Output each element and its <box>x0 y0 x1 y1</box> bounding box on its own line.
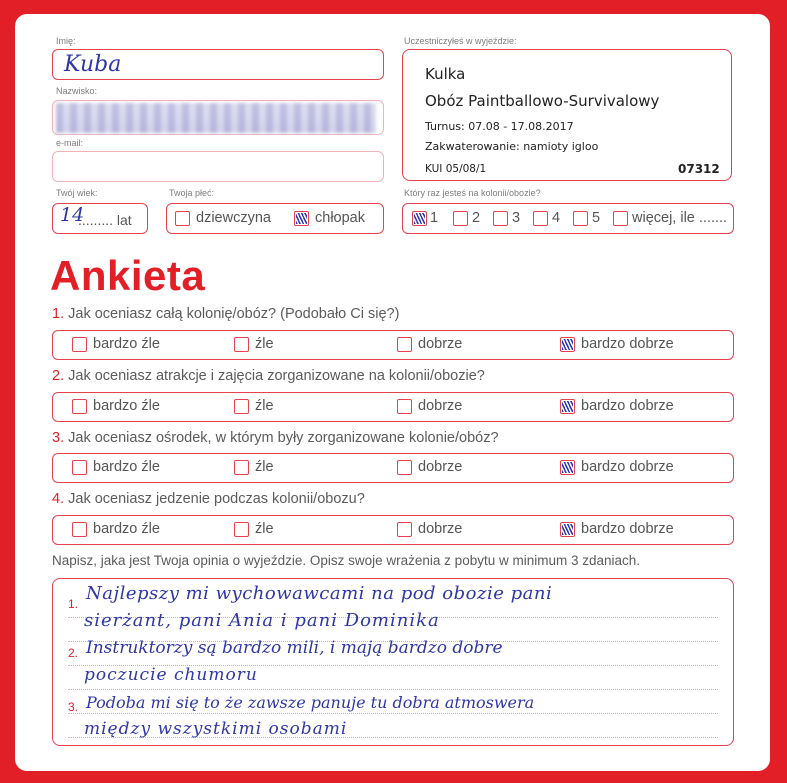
gender-option-boy[interactable] <box>294 210 365 226</box>
q4-option-very-bad[interactable] <box>72 521 160 537</box>
q3-very-good-label: bardzo dobrze <box>581 459 674 475</box>
q2-very-bad-checkbox[interactable] <box>72 399 87 414</box>
times-option-2[interactable] <box>453 210 480 226</box>
q1-bad-label: źle <box>255 336 274 352</box>
q3-very-bad-checkbox[interactable] <box>72 460 87 475</box>
q3-option-good[interactable] <box>397 459 462 475</box>
question-2 <box>52 368 485 384</box>
camp-program: Obóz Paintballowo-Survivalowy <box>425 92 660 110</box>
q2-very-good-checkbox[interactable] <box>560 399 575 414</box>
question-3-text: Jak oceniasz ośrodek, w którym były zorganizowane kolonie/obóz? <box>68 430 499 446</box>
line-number-1: 1. <box>68 597 79 611</box>
gender-girl-checkbox[interactable] <box>175 211 190 226</box>
q1-good-checkbox[interactable] <box>397 337 412 352</box>
survey-title: Ankieta <box>50 252 206 299</box>
times-2-checkbox[interactable] <box>453 211 468 226</box>
age-unit: ......... lat <box>78 212 132 228</box>
question-1 <box>52 306 399 322</box>
q2-bad-label: źle <box>255 398 274 414</box>
times-option-3[interactable] <box>493 210 520 226</box>
q1-option-good[interactable] <box>397 336 462 352</box>
q2-good-label: dobrze <box>418 398 463 414</box>
q3-option-bad[interactable] <box>234 459 274 475</box>
camp-code: KUI 05/08/1 <box>425 163 487 175</box>
q1-option-very-bad[interactable] <box>72 336 160 352</box>
line-number-2: 2. <box>68 646 79 660</box>
times-option-5[interactable] <box>573 210 600 226</box>
participant-label: Uczestniczyłeś w wyjeździe: <box>404 36 517 46</box>
q1-option-bad[interactable] <box>234 336 274 352</box>
camp-number: 07312 <box>678 162 720 176</box>
gender-girl-label: dziewczyna <box>196 210 271 226</box>
q1-very-good-checkbox[interactable] <box>560 337 575 352</box>
opinion-prompt: Napisz, jaka jest Twoja opinia o wyjeździe. Opisz swoje wrażenia z pobytu w minimum 3 zdaniach. <box>52 553 641 568</box>
q1-very-good-label: bardzo dobrze <box>581 336 674 352</box>
answer-line <box>68 713 718 714</box>
question-1-number: 1. <box>52 306 65 322</box>
handwriting-line: poczucie chumoru <box>84 665 258 685</box>
q4-very-good-label: bardzo dobrze <box>581 521 674 537</box>
q3-good-checkbox[interactable] <box>397 460 412 475</box>
handwriting-line: Podoba mi się to że zawsze panuje tu dobra atmoswera <box>86 693 535 712</box>
times-option-4[interactable] <box>533 210 560 226</box>
question-2-number: 2. <box>52 368 65 384</box>
redacted-surname <box>56 103 376 133</box>
q2-option-very-good[interactable] <box>560 398 674 414</box>
times-3-checkbox[interactable] <box>493 211 508 226</box>
q3-option-very-good[interactable] <box>560 459 674 475</box>
answer-line <box>68 689 718 690</box>
q4-bad-label: źle <box>255 521 274 537</box>
handwriting-line: Instruktorzy są bardzo mili, i mają bardzo dobre <box>86 638 503 658</box>
q1-very-bad-label: bardzo źle <box>93 336 160 352</box>
name-value: Kuba <box>64 52 122 77</box>
question-4-text: Jak oceniasz jedzenie podczas kolonii/obozu? <box>68 491 365 507</box>
question-1-text: Jak oceniasz całą kolonię/obóz? (Podobało Ci się?) <box>68 306 400 322</box>
times-4-label: 4 <box>552 210 561 226</box>
camp-accommodation: Zakwaterowanie: namioty igloo <box>425 140 599 153</box>
handwriting-line: sierżant, pani Ania i pani Dominika <box>84 610 440 631</box>
gender-boy-checkbox[interactable] <box>294 211 309 226</box>
times-label: Który raz jesteś na kolonii/obozie? <box>404 188 541 198</box>
age-value: 14 <box>60 204 85 226</box>
q1-bad-checkbox[interactable] <box>234 337 249 352</box>
question-2-text: Jak oceniasz atrakcje i zajęcia zorganizowane na kolonii/obozie? <box>68 368 485 384</box>
question-3-number: 3. <box>52 430 65 446</box>
q1-very-bad-checkbox[interactable] <box>72 337 87 352</box>
q4-very-good-checkbox[interactable] <box>560 522 575 537</box>
q2-very-bad-label: bardzo źle <box>93 398 160 414</box>
age-label: Twój wiek: <box>56 188 98 198</box>
q1-good-label: dobrze <box>418 336 463 352</box>
q2-option-good[interactable] <box>397 398 462 414</box>
line-number-3: 3. <box>68 700 79 714</box>
q1-option-very-good[interactable] <box>560 336 674 352</box>
email-field[interactable] <box>52 151 384 182</box>
camp-card <box>402 49 732 181</box>
q2-option-very-bad[interactable] <box>72 398 160 414</box>
q3-very-bad-label: bardzo źle <box>93 459 160 475</box>
handwriting-line: między wszystkimi osobami <box>84 719 348 739</box>
q2-bad-checkbox[interactable] <box>234 399 249 414</box>
q2-good-checkbox[interactable] <box>397 399 412 414</box>
gender-label: Twoja płeć: <box>169 188 215 198</box>
q3-option-very-bad[interactable] <box>72 459 160 475</box>
times-1-checkbox[interactable] <box>412 211 427 226</box>
q3-bad-label: źle <box>255 459 274 475</box>
times-5-checkbox[interactable] <box>573 211 588 226</box>
times-4-checkbox[interactable] <box>533 211 548 226</box>
times-5-label: 5 <box>592 210 601 226</box>
q4-option-bad[interactable] <box>234 521 274 537</box>
times-more-checkbox[interactable] <box>613 211 628 226</box>
q2-option-bad[interactable] <box>234 398 274 414</box>
gender-option-girl[interactable] <box>175 210 271 226</box>
q3-very-good-checkbox[interactable] <box>560 460 575 475</box>
q3-good-label: dobrze <box>418 459 463 475</box>
q4-very-bad-label: bardzo źle <box>93 521 160 537</box>
question-4 <box>52 491 365 507</box>
camp-name: Kulka <box>425 65 466 83</box>
q4-option-very-good[interactable] <box>560 521 674 537</box>
email-label: e-mail: <box>56 138 84 148</box>
q4-option-good[interactable] <box>397 521 462 537</box>
surname-label: Nazwisko: <box>56 86 98 96</box>
q2-very-good-label: bardzo dobrze <box>581 398 674 414</box>
gender-boy-label: chłopak <box>315 210 365 226</box>
times-more-label: więcej, ile ....... <box>632 210 728 226</box>
camp-term: Turnus: 07.08 - 17.08.2017 <box>425 120 574 133</box>
times-option-more[interactable] <box>613 210 727 226</box>
name-label: Imię: <box>56 36 76 46</box>
q4-very-bad-checkbox[interactable] <box>72 522 87 537</box>
q4-good-label: dobrze <box>418 521 463 537</box>
handwriting-line: Najlepszy mi wychowawcami na pod obozie pani <box>86 583 553 604</box>
times-3-label: 3 <box>512 210 521 226</box>
question-3 <box>52 430 499 446</box>
q4-good-checkbox[interactable] <box>397 522 412 537</box>
q4-bad-checkbox[interactable] <box>234 522 249 537</box>
times-1-label: 1 <box>430 210 439 226</box>
times-option-1[interactable] <box>412 210 438 226</box>
times-2-label: 2 <box>472 210 481 226</box>
question-4-number: 4. <box>52 491 65 507</box>
q3-bad-checkbox[interactable] <box>234 460 249 475</box>
